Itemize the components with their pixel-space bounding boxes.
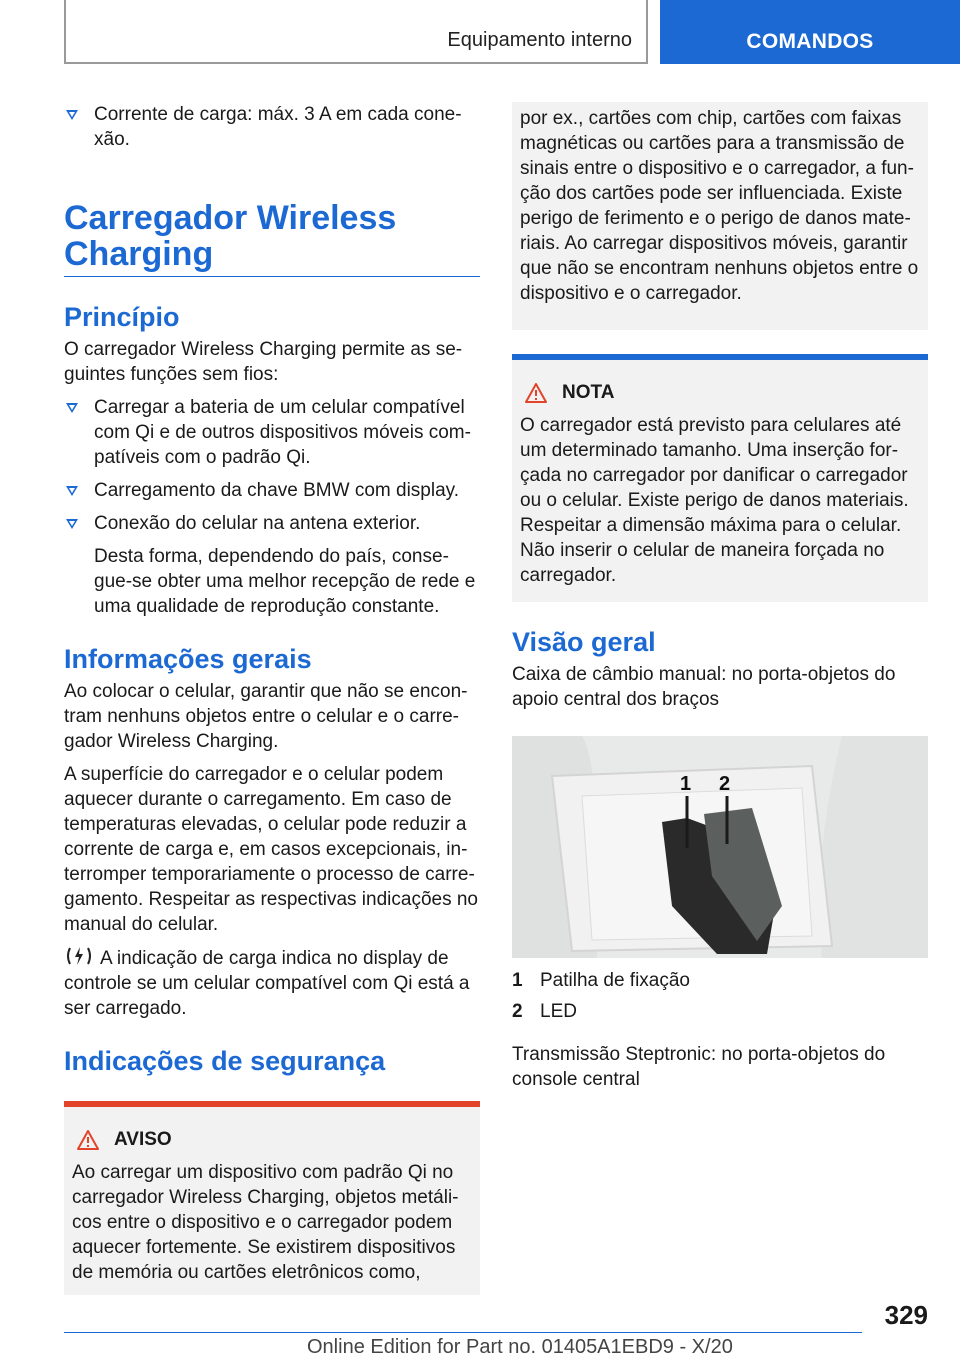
- wireless-charging-icon: [64, 945, 94, 967]
- subsection-title-general: Informações gerais: [64, 644, 312, 674]
- subsection-title-principle: Princípio: [64, 302, 180, 332]
- principle-intro: O carregador Wireless Charging permite as seguintes funções sem fios:: [64, 339, 463, 385]
- warning-text: Ao carregar um dispositivo com padrão Qi no carregador Wireless Charging, objetos metálicos entre o dispositivo e o carregador podem aquecer fortemente. Se existirem dispositivos de memória ou cartões eletrônicos como,: [72, 1162, 459, 1283]
- subsection-title-safety: Indicações de segurança: [64, 1046, 386, 1076]
- warning-box: [64, 1101, 480, 1295]
- list-item: Carregamento da chave BMW com display.: [64, 478, 480, 503]
- note-title: NOTA: [520, 380, 920, 405]
- principle-sub-text: Desta forma, dependendo do país, consegue-se obter uma melhor recepção de rede e uma qualidade de reprodução constante.: [94, 546, 476, 617]
- section-title: Carregador Wireless Charging: [64, 200, 480, 277]
- warning-triangle-icon: [76, 1129, 100, 1151]
- subsection-title-overview: Visão geral: [512, 627, 656, 657]
- figure-callout-1: 1: [680, 773, 692, 795]
- header-section-tab: [64, 0, 648, 64]
- legend-item: 1 Patilha de fixação: [512, 970, 690, 991]
- bullet-triangle-icon: [66, 519, 78, 529]
- footer-edition: Online Edition for Part no. 01405A1EBD9 - X/20: [307, 1336, 733, 1358]
- header-chapter-title: COMANDOS: [746, 30, 874, 53]
- warning-text-continued: por ex., cartões com chip, cartões com faixas magnéticas ou cartões para a transmissão de sinais entre o dispositivo e o carregador, a função dos cartões pode ser influenciada. Existe perigo de ferimento e o perigo de danos materiais. Ao carregar dispositivos móveis, garantir que não se encontram nenhuns objetos entre o dispositivo e o carregador.: [520, 108, 919, 304]
- note-box: [512, 354, 928, 602]
- general-paragraph-1: Ao colocar o celular, garantir que não se encontram nenhuns objetos entre o celular e o carregador Wireless Charging.: [64, 681, 468, 752]
- right-column: [512, 102, 928, 1100]
- figure-callout-2: 2: [719, 773, 731, 795]
- list-item: Conexão do celular na antena exterior.: [64, 511, 480, 536]
- header-section-title: Equipamento interno: [447, 29, 632, 51]
- charging-tray-figure: [512, 736, 928, 958]
- general-paragraph-2: A superfície do carregador e o celular podem aquecer durante o carregamento. Em caso de temperaturas elevadas, o celular pode reduzir a corrente de carga e, em casos excepcionais, interromper temporariamente o processo de carregamento. Respeitar as respectivas indicações no manual do celular.: [64, 764, 479, 935]
- overview-manual-text: Caixa de câmbio manual: no porta-objetos do apoio central dos braços: [512, 664, 896, 710]
- warning-title: AVISO: [72, 1127, 472, 1152]
- bullet-triangle-icon: [66, 403, 78, 413]
- bullet-triangle-icon: [66, 110, 78, 120]
- list-item: Carregar a bateria de um celular compatível com Qi e de outros dispositivos móveis compatíveis com o padrão Qi.: [64, 395, 480, 470]
- warning-box-continued: [512, 102, 928, 330]
- legend-item: 2 LED: [512, 1001, 577, 1022]
- overview-steptronic-text: Transmissão Steptronic: no porta-objetos do console central: [512, 1044, 886, 1090]
- charging-tray-illustration: [512, 736, 928, 958]
- bullet-triangle-icon: [66, 486, 78, 496]
- warning-triangle-icon: [524, 382, 548, 404]
- note-text: O carregador está previsto para celulares até um determinado tamanho. Uma inserção forçada no carregador por danificar o carregador ou o celular. Existe perigo de danos materiais. Respeitar a dimensão máxima para o celular. Não inserir o celular de maneira forçada no carregador.: [520, 415, 909, 586]
- footer-divider: [64, 1332, 862, 1333]
- left-column: [64, 102, 480, 1295]
- general-paragraph-3: A indicação de carga indica no display de controle se um celular compatível com Qi está a ser carregado.: [64, 945, 480, 1021]
- list-item: Corrente de carga: máx. 3 A em cada conexão.: [64, 102, 480, 152]
- header-chapter-tab: [660, 0, 960, 64]
- page-number: 329: [884, 1300, 928, 1330]
